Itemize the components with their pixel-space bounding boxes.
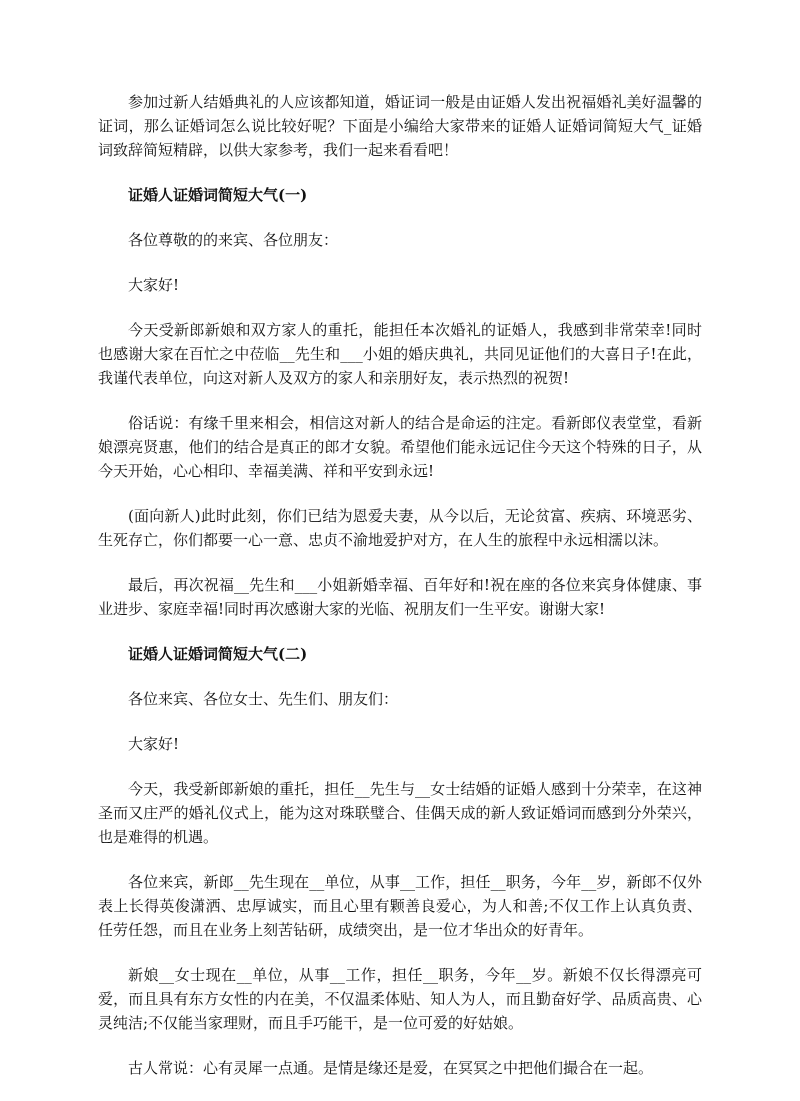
section-1-paragraph: 今天受新郎新娘和双方家人的重托，能担任本次婚礼的证婚人，我感到非常荣幸!同时也感谢大家在百忙之中莅临__先生和___小姐的婚庆典礼，共同见证他们的大喜日子!在此，我谨代表单位，向这对新人及双方的家人和亲朋好友，表示热烈的祝贺! xyxy=(98,321,702,387)
section-2-paragraph: 各位来宾，新郎__先生现在__单位，从事__工作，担任__职务，今年__岁，新郎不仅外表上长得英俊潇洒、忠厚诚实，而且心里有颗善良爱心，为人和善;不仅工作上认真负责、任劳任怨，而且在业务上刻苦钻研，成绩突出，是一位才华出众的好青年。 xyxy=(98,873,702,939)
section-2-paragraph: 新娘__女士现在__单位，从事__工作，担任__职务，今年__岁。新娘不仅长得漂亮可爱，而且具有东方女性的内在美，不仅温柔体贴、知人为人，而且勤奋好学、品质高贵、心灵纯洁;不仅能当家理财，而且手巧能干，是一位可爱的好姑娘。 xyxy=(98,966,702,1032)
section-1-paragraph: 俗话说：有缘千里来相会，相信这对新人的结合是命运的注定。看新郎仪表堂堂，看新娘漂亮贤惠，他们的结合是真正的郎才女貌。希望他们能永远记住今天这个特殊的日子，从今天开始，心心相印、幸福美满、祥和平安到永远! xyxy=(98,414,702,480)
section-1-paragraph: 大家好! xyxy=(128,276,180,294)
document-page xyxy=(98,90,702,1101)
section-2-heading: 证婚人证婚词简短大气(二) xyxy=(128,645,308,663)
section-2-paragraph: 今天，我受新郎新娘的重托，担任__先生与__女士结婚的证婚人感到十分荣幸，在这神圣而又庄严的婚礼仪式上，能为这对珠联璧合、佳偶天成的新人致证婚词而感到分外荣兴，也是难得的机遇。 xyxy=(98,780,702,846)
section-1-paragraph: 各位尊敬的的来宾、各位朋友： xyxy=(128,231,339,249)
section-1-paragraph: 最后，再次祝福__先生和___小姐新婚幸福、百年好和!祝在座的各位来宾身体健康、事业进步、家庭幸福!同时再次感谢大家的光临、祝朋友们一生平安。谢谢大家! xyxy=(98,576,702,618)
section-2-paragraph: 各位来宾、各位女士、先生们、朋友们： xyxy=(128,690,399,708)
section-1-paragraph: (面向新人)此时此刻，你们已结为恩爱夫妻，从今以后，无论贫富、疾病、环境恶劣、生死存亡，你们都要一心一意、忠贞不渝地爱护对方，在人生的旅程中永远相濡以沫。 xyxy=(98,507,702,549)
intro-paragraph: 参加过新人结婚典礼的人应该都知道，婚证词一般是由证婚人发出祝福婚礼美好温馨的证词，那么证婚词怎么说比较好呢？下面是小编给大家带来的证婚人证婚词简短大气_证婚词致辞简短精辟，以供大家参考，我们一起来看看吧！ xyxy=(98,93,702,159)
section-2-paragraph: 古人常说：心有灵犀一点通。是情是缘还是爱，在冥冥之中把他们撮合在一起。 xyxy=(128,1059,654,1077)
section-1-heading: 证婚人证婚词简短大气(一) xyxy=(128,186,308,204)
section-2-paragraph: 大家好! xyxy=(128,735,180,753)
